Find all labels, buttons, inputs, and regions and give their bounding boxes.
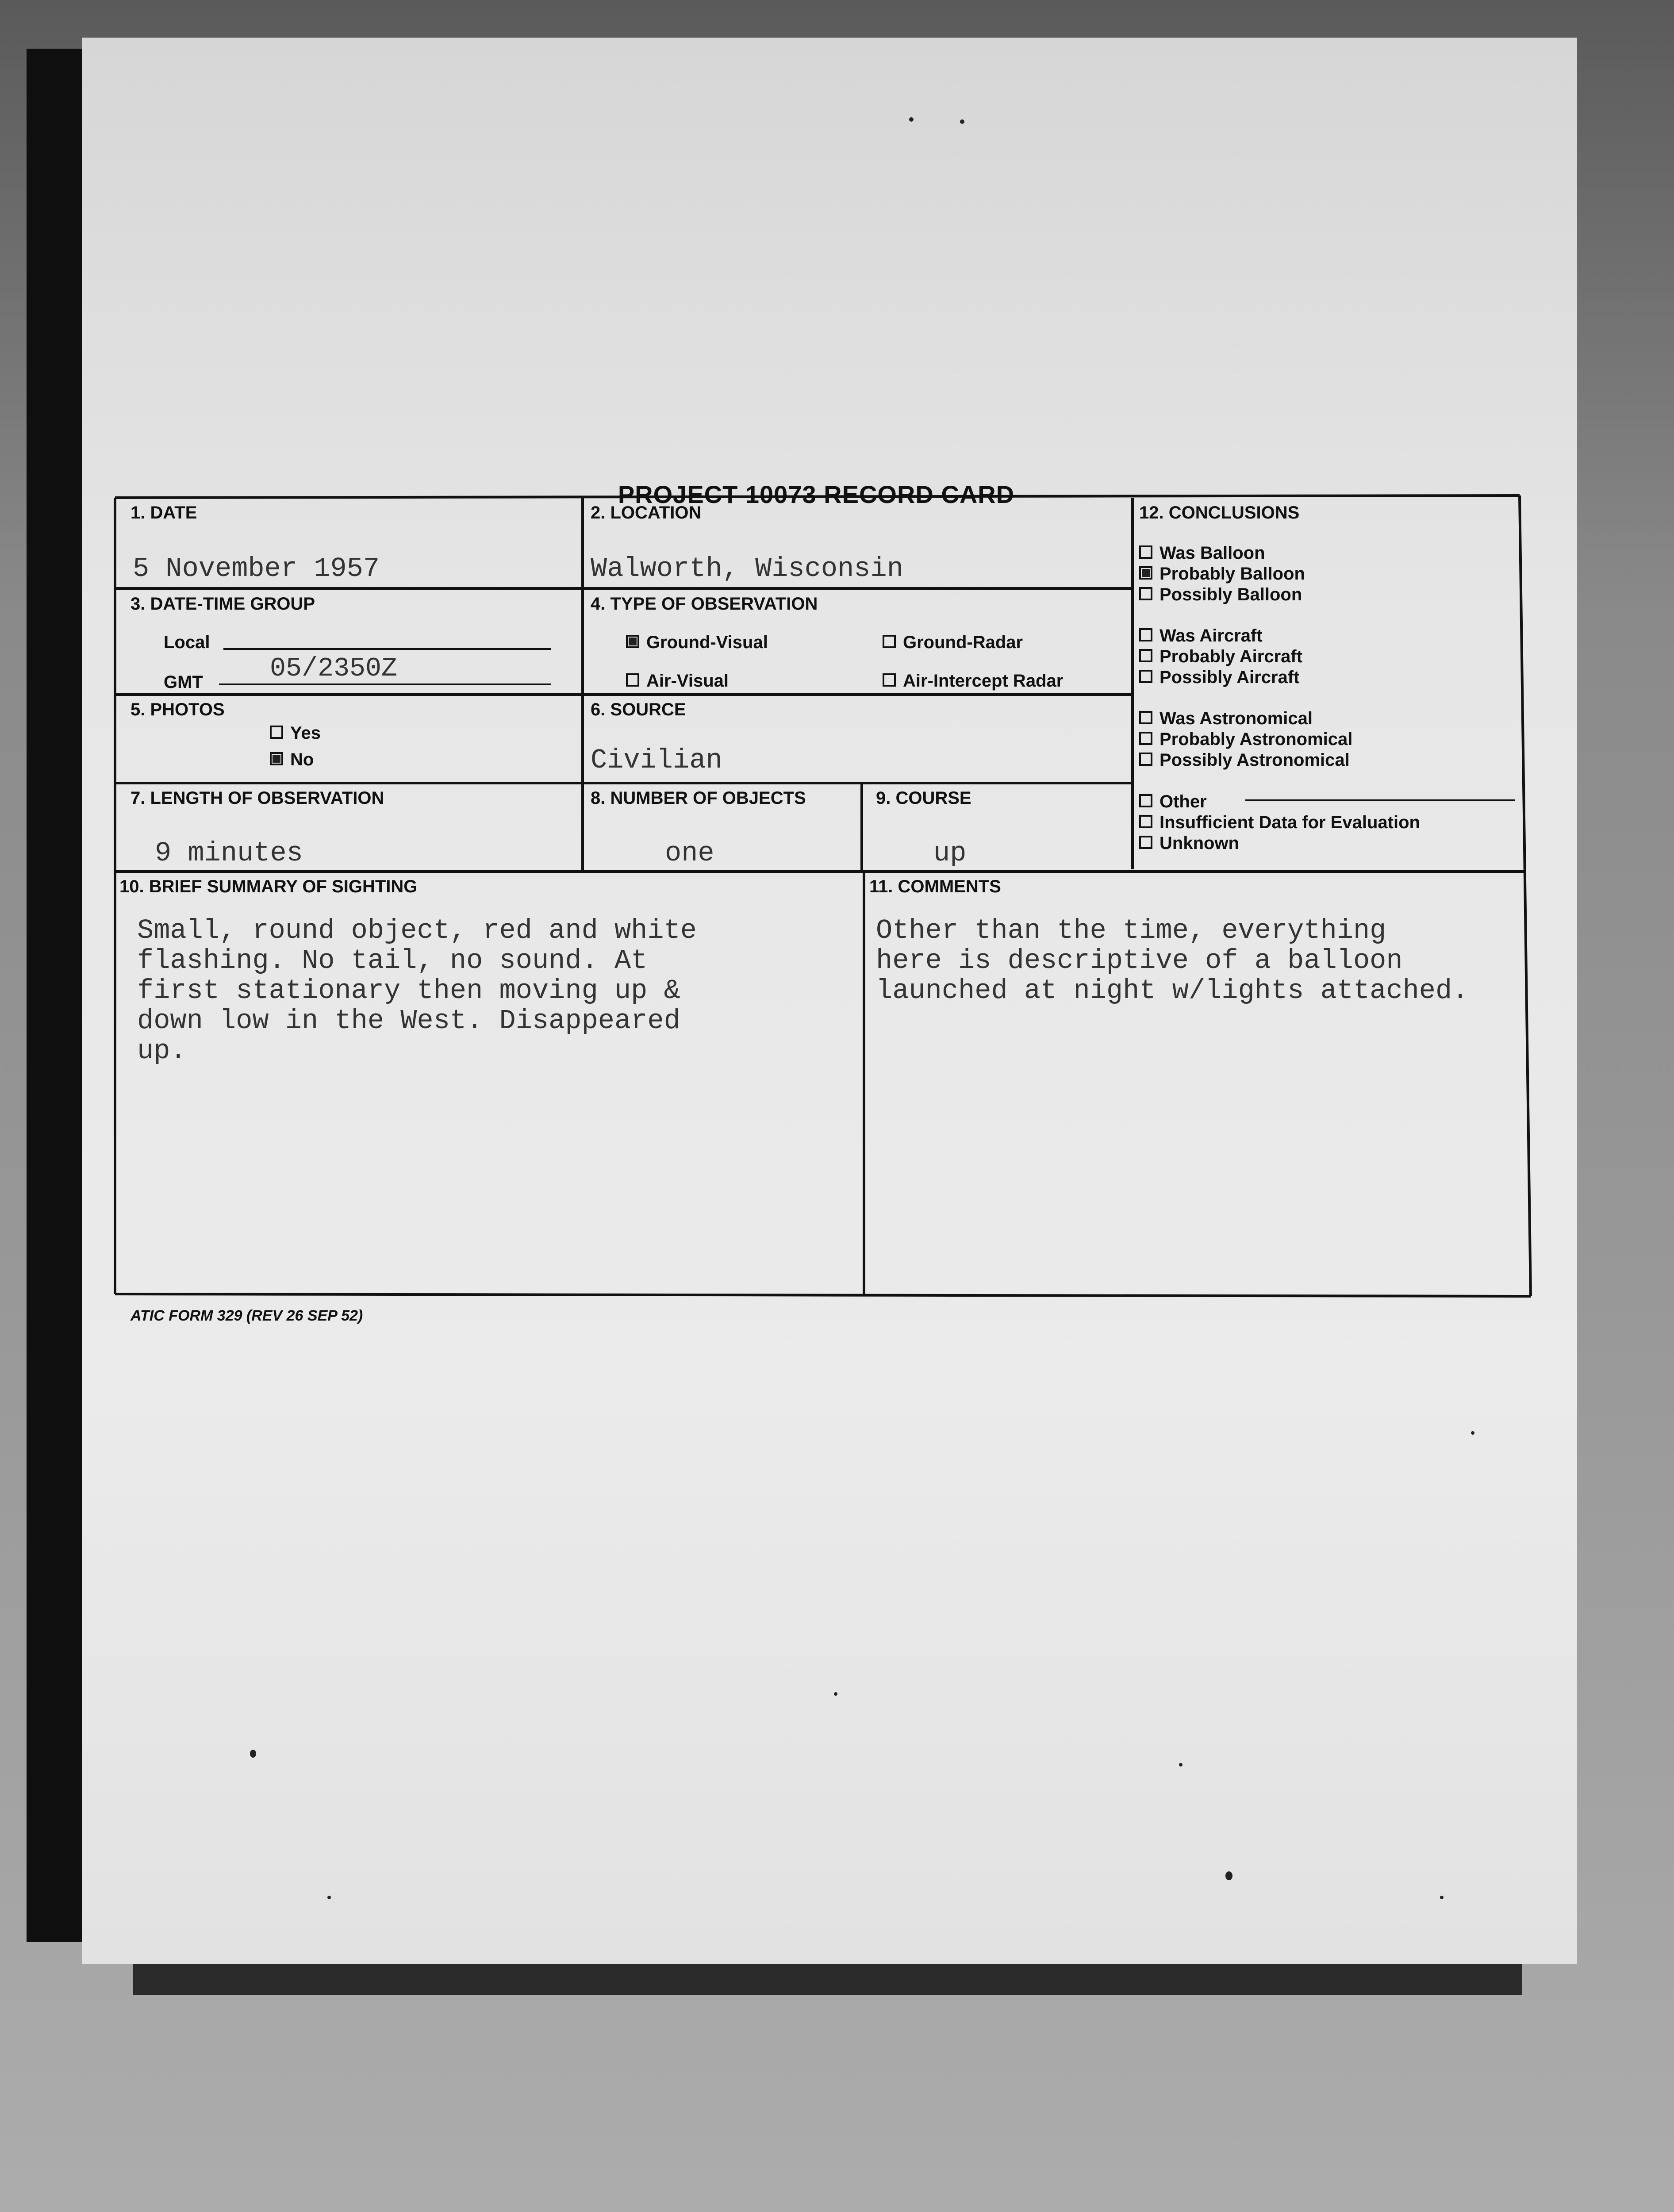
summary-label: 10. BRIEF SUMMARY OF SIGHTING (119, 877, 418, 896)
conclusion-checkbox (1139, 753, 1152, 766)
conclusion-item (1139, 564, 1305, 584)
conclusion-label: Probably Aircraft (1160, 647, 1303, 666)
dust-speck (909, 117, 914, 122)
dust-speck (1225, 1871, 1232, 1880)
photos-no: No (270, 750, 314, 770)
conclusion-checkbox (1139, 670, 1152, 683)
comments-label: 11. COMMENTS (869, 877, 1001, 896)
course-label: 9. COURSE (876, 788, 971, 808)
conclusion-checkbox (1139, 732, 1152, 745)
dust-speck (1179, 1763, 1183, 1767)
comments-value: Other than the time, everything here is descriptive of a balloon launched at night w/lights attached. (876, 915, 1469, 1006)
conclusions-label: 12. CONCLUSIONS (1139, 503, 1300, 522)
conclusion-label: Unknown (1160, 833, 1239, 853)
conclusion-item (1139, 750, 1350, 770)
local-underline (223, 648, 551, 650)
conclusion-checkbox (1139, 649, 1152, 662)
conclusion-item (1139, 543, 1265, 563)
ground-radar-checkbox (883, 635, 896, 648)
conclusion-label: Possibly Balloon (1160, 585, 1302, 604)
location-value: Walworth, Wisconsin (591, 553, 903, 584)
air-intercept-checkbox (883, 673, 896, 687)
type-label: 4. TYPE OF OBSERVATION (591, 594, 818, 614)
card-shadow-left (27, 49, 88, 1942)
type-air-visual: Air-Visual (626, 671, 729, 691)
conclusion-item (1139, 792, 1207, 812)
form-footer: ATIC FORM 329 (REV 26 SEP 52) (131, 1307, 363, 1324)
conclusion-item (1139, 813, 1420, 833)
conclusion-item (1139, 626, 1263, 646)
length-label: 7. LENGTH OF OBSERVATION (131, 788, 384, 808)
conclusion-label: Was Balloon (1160, 543, 1265, 563)
dtg-label: 3. DATE-TIME GROUP (131, 594, 315, 614)
type-ground-visual: Ground-Visual (626, 633, 768, 653)
gmt-value: 05/2350Z (270, 654, 398, 684)
num-objects-label: 8. NUMBER OF OBJECTS (591, 788, 806, 808)
conclusion-item (1139, 647, 1302, 667)
conclusion-checkbox (1139, 587, 1152, 600)
num-objects-value: one (665, 837, 714, 869)
dust-speck (327, 1896, 331, 1899)
dust-speck (1471, 1431, 1474, 1435)
photos-label: 5. PHOTOS (131, 700, 225, 719)
source-value: Civilian (591, 745, 722, 776)
conclusion-label: Possibly Astronomical (1160, 750, 1350, 770)
conclusion-label: Probably Balloon (1160, 564, 1305, 584)
photos-yes: Yes (270, 723, 321, 743)
conclusion-checkbox (1139, 711, 1152, 724)
air-visual-checkbox (626, 673, 639, 687)
conclusion-checkbox (1139, 794, 1152, 807)
length-value: 9 minutes (155, 837, 303, 869)
local-label: Local (164, 633, 210, 652)
conclusion-checkbox (1139, 566, 1152, 580)
dust-speck (834, 1692, 837, 1696)
dust-speck (250, 1750, 256, 1758)
photos-yes-checkbox (270, 726, 283, 739)
conclusion-item (1139, 585, 1302, 605)
date-label: 1. DATE (131, 503, 197, 522)
dust-speck (1440, 1896, 1444, 1899)
gmt-label: GMT (164, 672, 203, 692)
conclusion-label: Was Astronomical (1160, 709, 1313, 728)
conclusion-checkbox (1139, 815, 1152, 828)
conclusion-item (1139, 668, 1299, 687)
conclusion-item (1139, 709, 1313, 729)
summary-value: Small, round object, red and white flashing. No tail, no sound. At first stationary then moving up & down low in the West. Disappeared up. (137, 915, 697, 1067)
photos-no-checkbox (270, 752, 283, 765)
card-title: PROJECT 10073 RECORD CARD (618, 480, 1015, 508)
conclusion-item (1139, 730, 1352, 749)
source-label: 6. SOURCE (591, 700, 686, 719)
conclusion-label: Possibly Aircraft (1160, 668, 1300, 687)
date-value: 5 November 1957 (133, 553, 380, 584)
conclusion-label: Insufficient Data for Evaluation (1160, 813, 1420, 832)
type-ground-radar: Ground-Radar (883, 633, 1023, 653)
conclusion-checkbox (1139, 628, 1152, 641)
conclusion-item (1139, 833, 1239, 853)
conclusion-checkbox (1139, 836, 1152, 849)
other-underline (1245, 799, 1515, 801)
ground-visual-checkbox (626, 635, 639, 648)
type-air-intercept: Air-Intercept Radar (883, 671, 1063, 691)
conclusion-label: Other (1160, 792, 1207, 811)
dust-speck (960, 119, 964, 124)
record-card (82, 38, 1577, 1964)
conclusion-label: Was Aircraft (1160, 626, 1263, 645)
location-label: 2. LOCATION (591, 503, 702, 522)
conclusion-label: Probably Astronomical (1160, 730, 1353, 749)
conclusion-checkbox (1139, 545, 1152, 559)
course-value: up (933, 837, 967, 869)
